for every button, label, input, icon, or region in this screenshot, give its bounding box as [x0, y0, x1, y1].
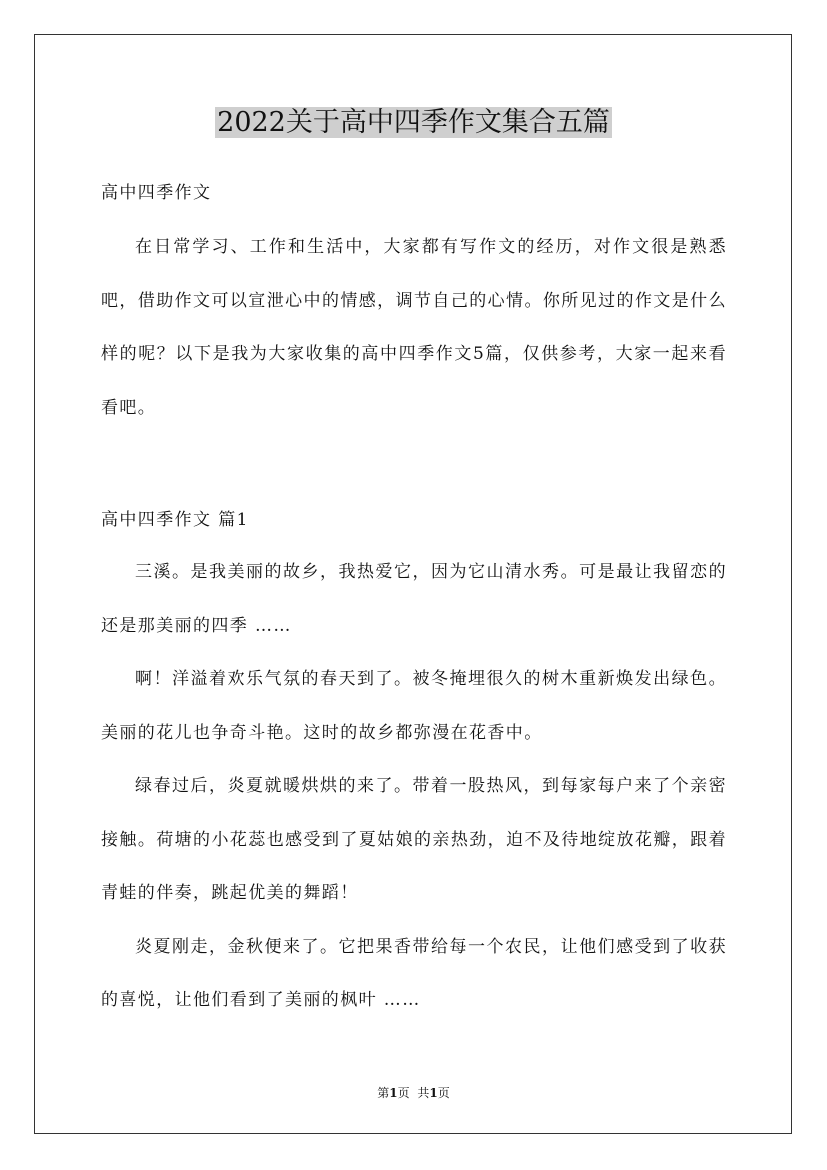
- section-heading: 高中四季作文 篇1: [101, 510, 249, 530]
- intro-heading: 高中四季作文: [101, 183, 212, 203]
- total-prefix: 共: [417, 1086, 430, 1100]
- intro-paragraph: 在日常学习、工作和生活中，大家都有写作文的经历，对作文很是熟悉吧，借助作文可以宣泄心中的情感，调节自己的心情。你所见过的作文是什么样的呢？以下是我为大家收集的高中四季作文5篇，仅供参考，大家一起来看看吧。: [101, 237, 727, 418]
- page-footer: [0, 1084, 827, 1101]
- section-body: [101, 546, 727, 1028]
- paragraph: 啊！洋溢着欢乐气氛的春天到了。被冬掩埋很久的树木重新焕发出绿色。美丽的花儿也争奇斗艳。这时的故乡都弥漫在花香中。: [101, 669, 727, 743]
- total-suffix: 页: [437, 1086, 450, 1100]
- document-title: 2022关于高中四季作文集合五篇: [217, 107, 610, 138]
- total-pages: 1: [429, 1086, 438, 1100]
- page-prefix: 第: [377, 1086, 390, 1100]
- page-suffix: 页: [397, 1086, 410, 1100]
- paragraph: 绿春过后，炎夏就暖烘烘的来了。带着一股热风，到每家每户来了个亲密接触。荷塘的小花蕊也感受到了夏姑娘的亲热劲，迫不及待地绽放花瓣，跟着青蛙的伴奏，跳起优美的舞蹈！: [101, 776, 727, 903]
- paragraph: 三溪。是我美丽的故乡，我热爱它，因为它山清水秀。可是最让我留恋的还是那美丽的四季 ……: [101, 562, 727, 636]
- page-number: 1: [389, 1086, 398, 1100]
- paragraph: 炎夏刚走，金秋便来了。它把果香带给每一个农民，让他们感受到了收获的喜悦，让他们看到了美丽的枫叶 ……: [101, 936, 727, 1010]
